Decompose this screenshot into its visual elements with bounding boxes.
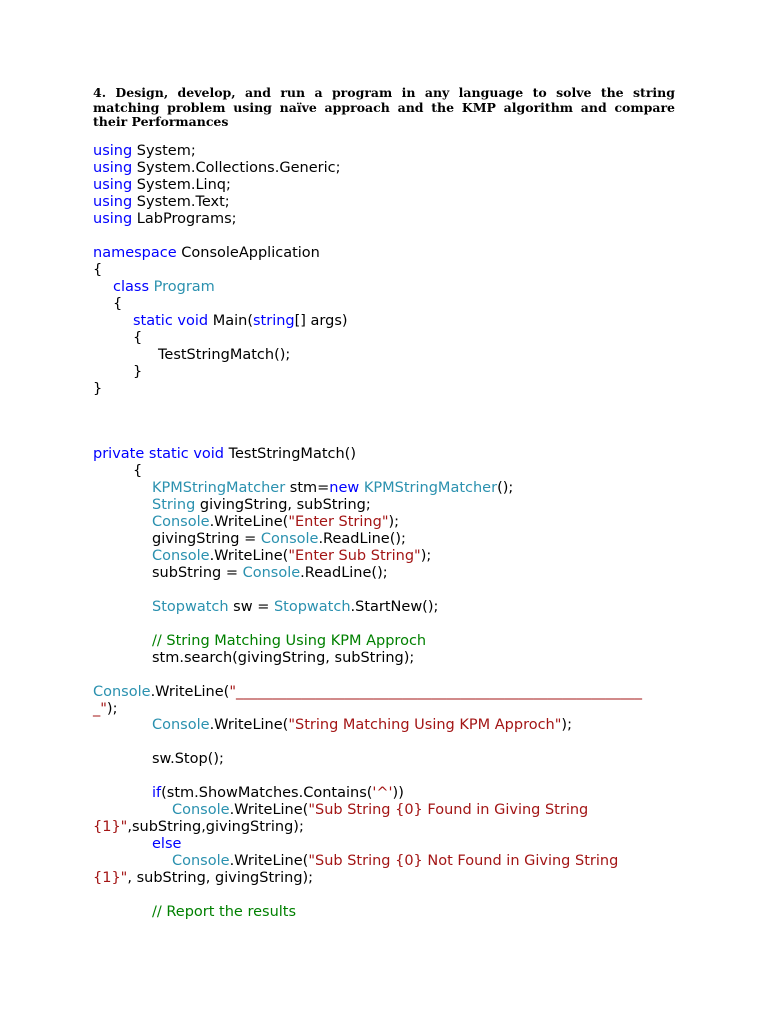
code-token: Console (152, 514, 210, 530)
code-token: KPMStringMatcher (152, 480, 286, 496)
code-token: System; (132, 143, 196, 159)
code-token: .WriteLine( (209, 514, 289, 530)
code-token: "Sub String {0} Found in Giving String (308, 802, 589, 818)
code-token: Stopwatch (152, 599, 229, 615)
code-token: Program (153, 279, 215, 295)
code-line (113, 296, 122, 313)
code-token: .WriteLine( (229, 802, 309, 818)
code-token: .ReadLine(); (318, 531, 406, 547)
code-token: String (152, 497, 196, 513)
code-line (93, 160, 340, 177)
code-token: .WriteLine( (209, 717, 289, 733)
code-token: using (93, 211, 133, 227)
code-line (93, 177, 231, 194)
code-line (93, 143, 196, 160)
code-token: givingString, subString; (195, 497, 371, 513)
code-token: TestStringMatch(); (158, 347, 291, 363)
code-line (152, 650, 414, 667)
code-line (152, 717, 572, 734)
code-token: LabPrograms; (132, 211, 237, 227)
code-token: stm= (285, 480, 330, 496)
code-token: "Enter Sub String" (288, 548, 421, 564)
code-token: {1}" (93, 870, 128, 886)
code-token: Main( (208, 313, 253, 329)
code-token: "Sub String {0} Not Found in Giving String (308, 853, 619, 869)
code-token: { (93, 262, 103, 278)
code-comment (152, 904, 296, 921)
code-token: sw = (228, 599, 274, 615)
code-token: Console (242, 565, 301, 581)
code-line (152, 514, 399, 531)
code-token: // String Matching Using KPM Approch (152, 633, 427, 649)
code-line (152, 836, 181, 853)
code-line (93, 819, 304, 836)
code-line (158, 347, 290, 364)
code-token: else (152, 836, 182, 852)
code-token: ); (420, 548, 432, 564)
code-token: "String Matching Using KPM Approch" (288, 717, 562, 733)
code-token: // Report the results (152, 904, 297, 920)
code-line (152, 531, 406, 548)
code-token: [] args) (294, 313, 348, 329)
code-token: { (113, 296, 123, 312)
code-token: "________________________________________________________ (229, 684, 643, 700)
code-token: void (193, 446, 224, 462)
code-token: System.Linq; (132, 177, 231, 193)
code-token: class (113, 279, 149, 295)
code-token: Console (260, 531, 319, 547)
code-line (172, 853, 618, 870)
code-token: { (133, 330, 143, 346)
code-token: KPMStringMatcher (363, 480, 498, 496)
code-token: using (93, 143, 133, 159)
code-token: using (93, 194, 133, 210)
code-line (133, 313, 348, 330)
code-token: { (133, 463, 143, 479)
code-token: string (253, 313, 295, 329)
code-line (93, 211, 237, 228)
code-token: Console (172, 853, 230, 869)
code-line (93, 245, 320, 262)
code-token: using (93, 177, 133, 193)
code-token: ); (561, 717, 572, 733)
code-token: static (133, 313, 173, 329)
code-line (133, 330, 142, 347)
code-token: Console (152, 548, 210, 564)
code-token: ConsoleApplication (176, 245, 320, 261)
code-line (93, 701, 117, 718)
code-token: .StartNew(); (350, 599, 439, 615)
question-heading: 4. Design, develop, and run a program in any language to solve the string matching problem using naïve approach and the KMP algorithm and compare their Performances (93, 85, 675, 129)
code-token: subString = (152, 565, 243, 581)
code-line (152, 785, 404, 802)
code-token: sw.Stop(); (152, 751, 224, 767)
code-line (113, 279, 215, 296)
code-token: '^' (372, 785, 393, 801)
code-token: using (93, 160, 133, 176)
code-token: new (329, 480, 360, 496)
code-token: , subString, givingString); (127, 870, 314, 886)
code-token: namespace (93, 245, 177, 261)
code-line (152, 480, 513, 497)
code-token: Console (152, 717, 210, 733)
code-token: (stm.ShowMatches.Contains( (161, 785, 373, 801)
code-token: stm.search(givingString, subString); (152, 650, 415, 666)
code-token: TestStringMatch() (224, 446, 356, 462)
code-token: .WriteLine( (150, 684, 230, 700)
code-line (133, 463, 142, 480)
code-token: System.Collections.Generic; (132, 160, 341, 176)
code-token: givingString = (152, 531, 261, 547)
code-token: "Enter String" (288, 514, 389, 530)
code-line (93, 870, 313, 887)
code-token: {1}" (93, 819, 128, 835)
code-token: ); (106, 701, 118, 717)
code-line (93, 684, 642, 701)
code-line (152, 548, 431, 565)
code-token: )) (392, 785, 404, 801)
code-token: .WriteLine( (229, 853, 309, 869)
code-line (152, 751, 224, 768)
code-token: if (152, 785, 162, 801)
code-line (93, 194, 230, 211)
code-line (172, 802, 588, 819)
code-token: } (93, 381, 103, 397)
code-line (152, 565, 388, 582)
code-token: System.Text; (132, 194, 230, 210)
code-token: (); (497, 480, 514, 496)
code-line (133, 364, 142, 381)
code-token: Console (93, 684, 151, 700)
code-line (152, 599, 438, 616)
code-token: private (93, 446, 145, 462)
code-token: ); (388, 514, 400, 530)
code-token: } (133, 364, 143, 380)
code-token: void (177, 313, 209, 329)
code-token: Stopwatch (273, 599, 351, 615)
code-comment (152, 633, 426, 650)
code-line (93, 381, 102, 398)
code-token: Console (172, 802, 230, 818)
code-token: ,subString,givingString); (127, 819, 304, 835)
code-line (93, 262, 102, 279)
code-token: _" (93, 701, 107, 717)
code-line (152, 497, 371, 514)
code-token: .ReadLine(); (300, 565, 388, 581)
code-line (93, 446, 356, 463)
code-token: static (148, 446, 189, 462)
code-token: .WriteLine( (209, 548, 289, 564)
